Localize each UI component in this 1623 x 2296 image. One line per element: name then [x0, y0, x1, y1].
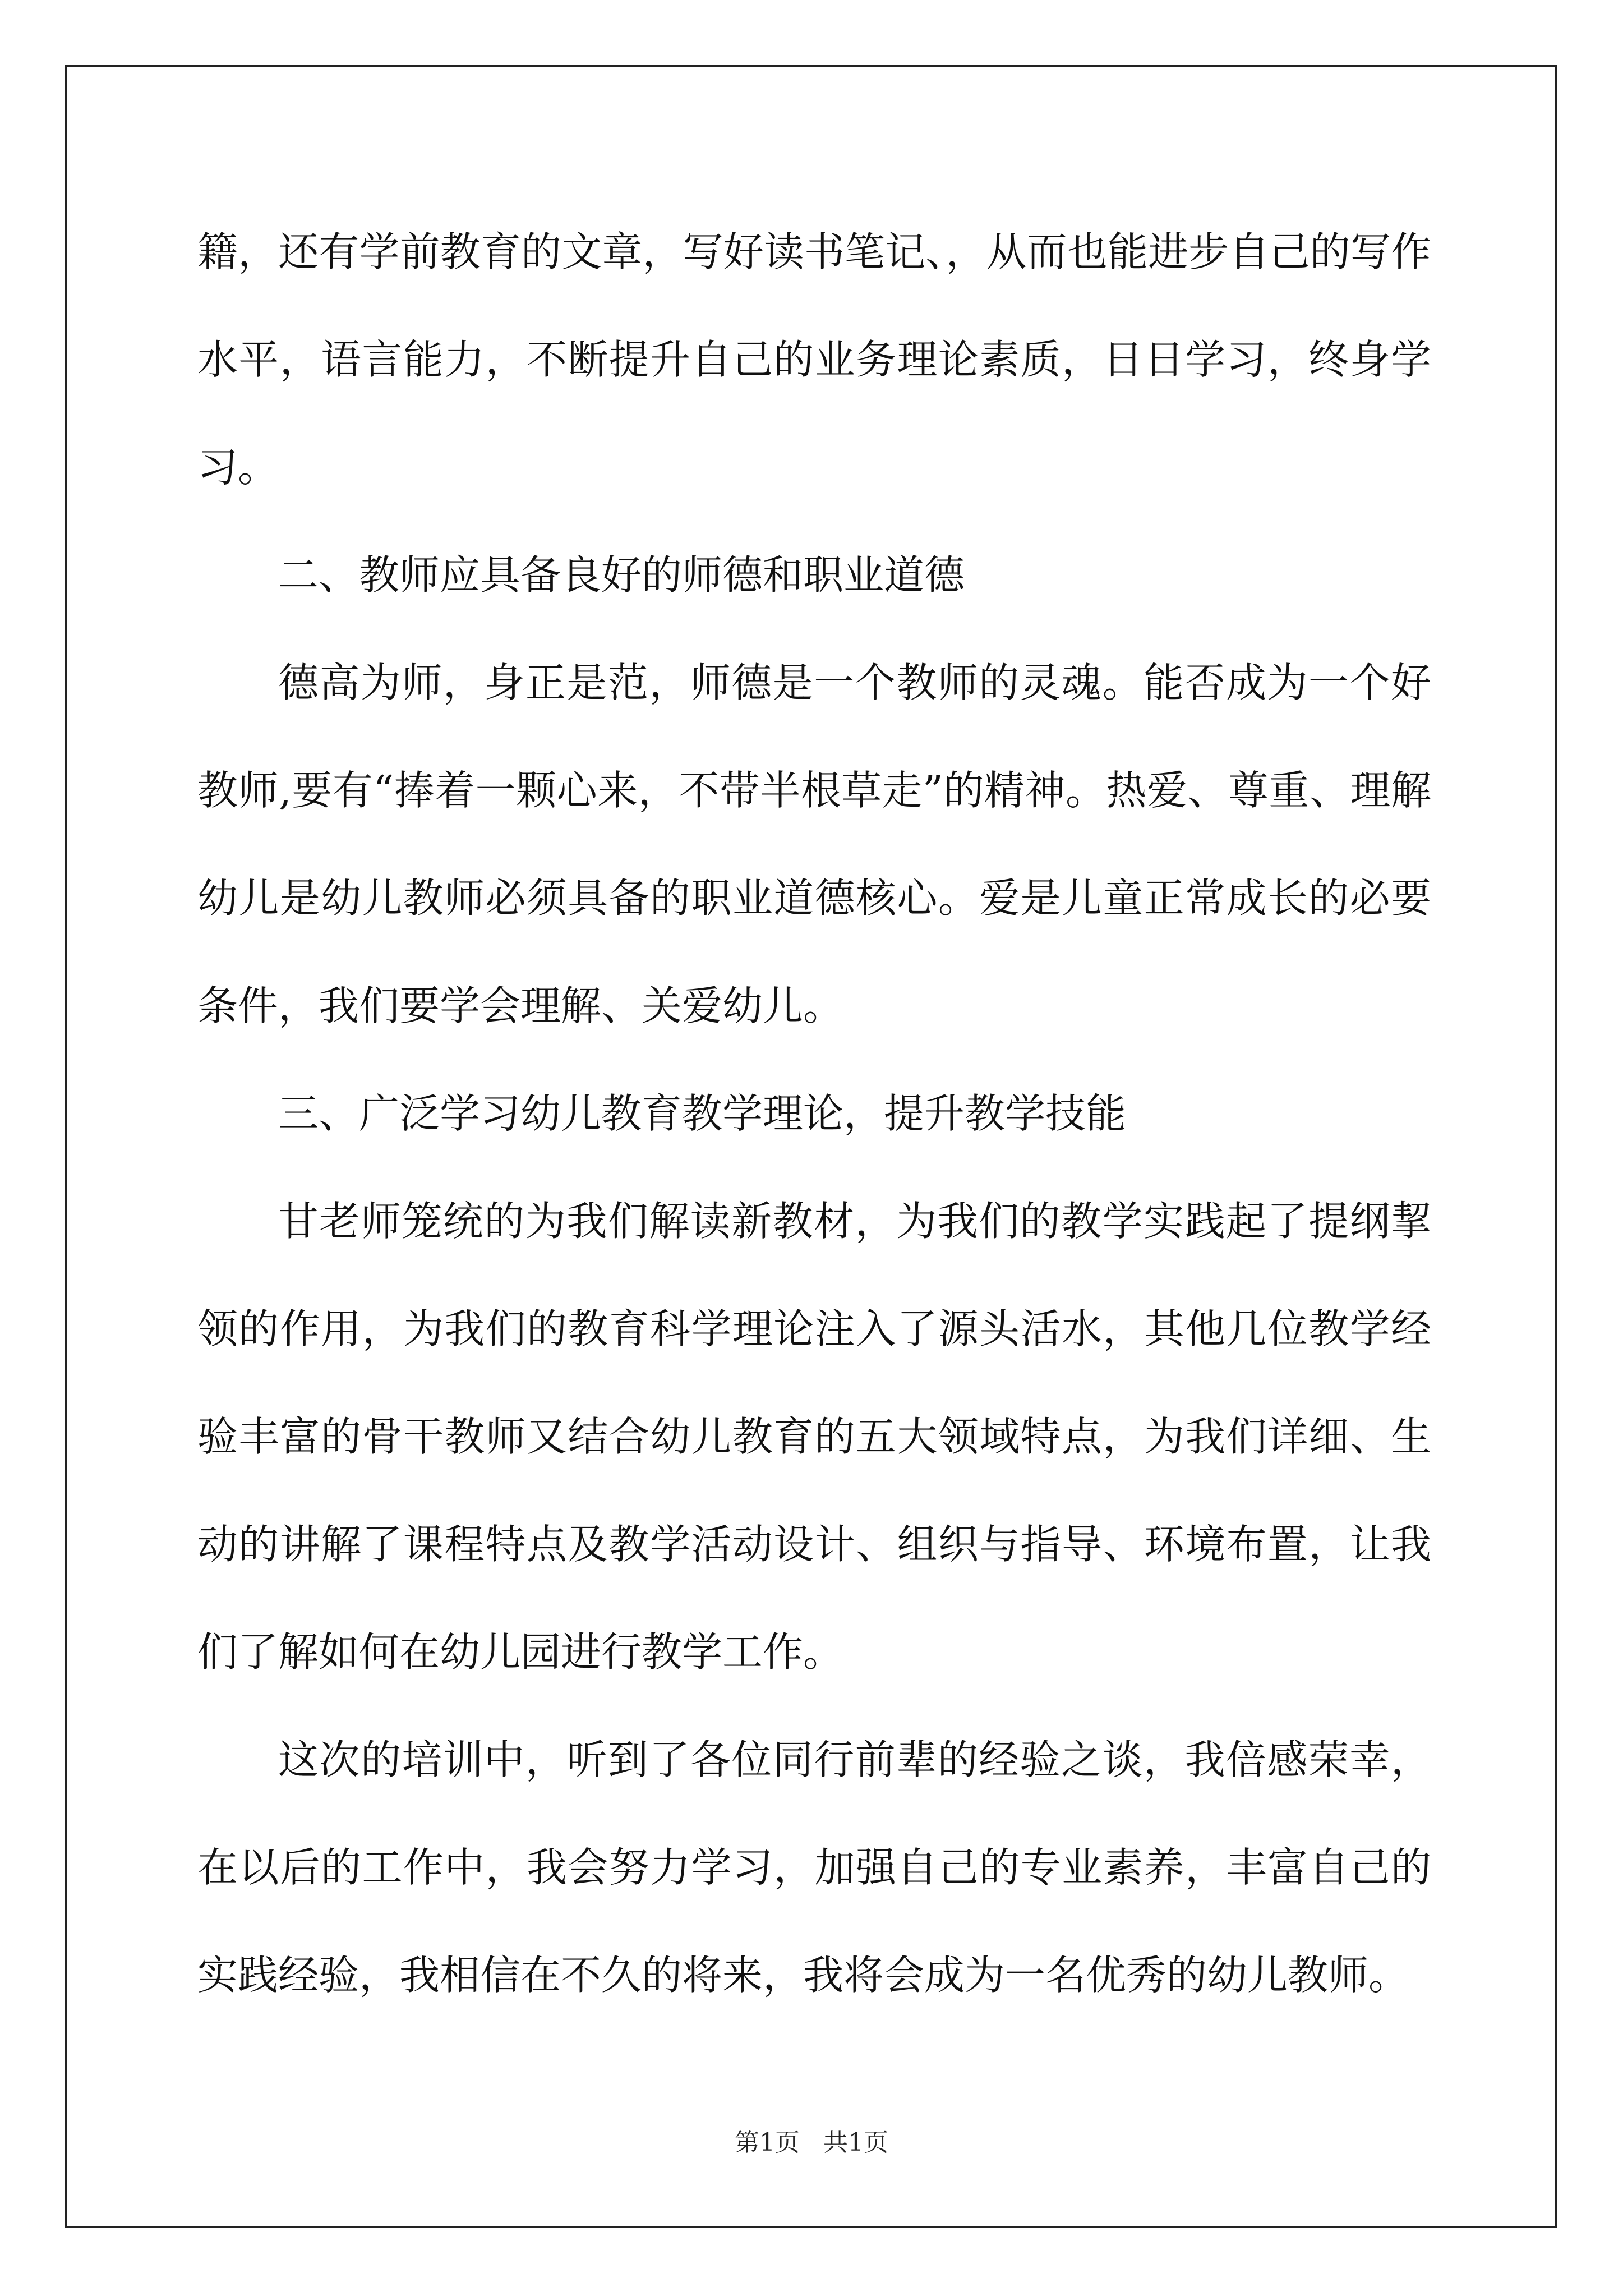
- paragraph-continuation: [197, 198, 1431, 521]
- section-heading-2: [197, 521, 1431, 629]
- paragraph-text: 德高为师，身正是范，师德是一个教师的灵魂。能否成为一个好教师,要有“捧着一颗心来，不带半根草走”的精神。热爱、尊重、理解幼儿是幼儿教师必须具备的职业道德核心。爱是儿童正常成长的必要条件，我们要学会理解、关爱幼儿。: [197, 659, 1431, 1029]
- page-footer: [0, 2126, 1623, 2160]
- paragraph-conclusion: [197, 1706, 1431, 2029]
- paragraph-text: 籍，还有学前教育的文章，写好读书笔记、，从而也能进步自己的写作水平，语言能力，不断提升自己的业务理论素质，日日学习，终身学习。: [197, 228, 1431, 491]
- page-number-total: 共1页: [823, 2128, 888, 2157]
- paragraph-text: 这次的培训中，听到了各位同行前辈的经验之谈，我倍感荣幸，在以后的工作中，我会努力学习，加强自己的专业素养，丰富自己的实践经验，我相信在不久的将来，我将会成为一名优秀的幼儿教师。: [197, 1736, 1431, 1999]
- paragraph-text: 甘老师笼统的为我们解读新教材，为我们的教学实践起了提纲挈领的作用，为我们的教育科学理论注入了源头活水，其他几位教学经验丰富的骨干教师又结合幼儿教育的五大领域特点，为我们详细、生动的讲解了课程特点及教学活动设计、组织与指导、环境布置，让我们了解如何在幼儿园进行教学工作。: [197, 1198, 1431, 1676]
- paragraph-ethics: [197, 629, 1431, 1060]
- paragraph-teaching: [197, 1167, 1431, 1706]
- page-number-current: 第1页: [735, 2128, 800, 2157]
- section-heading-3: [197, 1060, 1431, 1167]
- section-heading-text: 三、广泛学习幼儿教育教学理论，提升教学技能: [278, 1090, 1127, 1137]
- section-heading-text: 二、教师应具备良好的师德和职业道德: [278, 551, 965, 599]
